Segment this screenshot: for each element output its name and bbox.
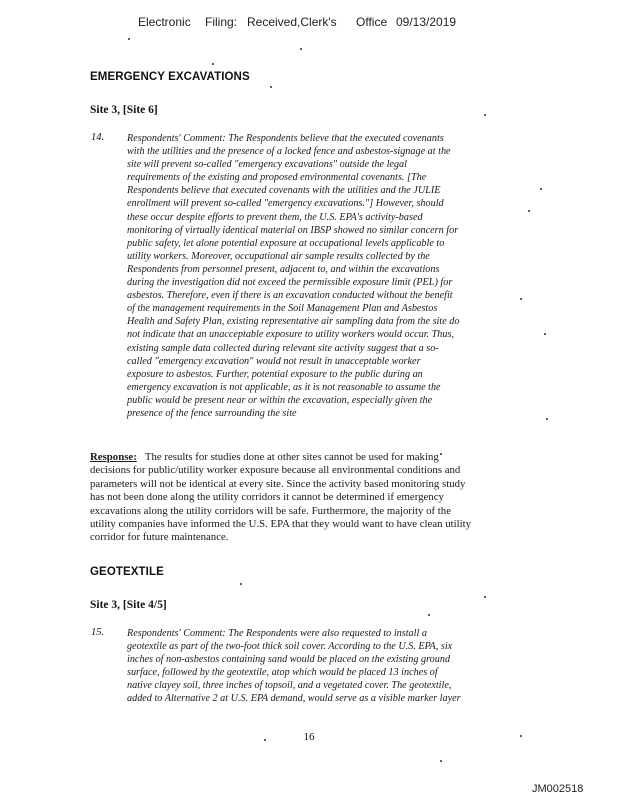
site-label: Site 3, [Site 4/5] [90, 599, 167, 611]
comment-line: not indicate that an unacceptable exposure to utility workers would occur. Thus, [127, 329, 454, 341]
scan-speck [540, 188, 542, 190]
comment-line: public would be present near or within the excavation, especially given the [127, 394, 433, 406]
scan-speck [440, 760, 442, 762]
item-number: 15. [91, 627, 105, 638]
scan-speck [544, 333, 546, 335]
response-label: Response: [90, 451, 137, 463]
comment-line: with the utilities and the presence of a locked fence and asbestos-signage at the [127, 146, 451, 158]
response-line: has not been done along the utility corridors it cannot be determined if emergency [90, 491, 444, 504]
respondents-comment-15 [127, 627, 517, 706]
scan-speck [128, 38, 130, 40]
comment-line: presence of the fence surrounding the site [127, 407, 297, 419]
comment-line: site will prevent so-called "emergency excavations" outside the legal [127, 159, 407, 171]
comment-line: requirements of the existing and proposed environmental covenants. [The [127, 172, 427, 184]
response-paragraph [90, 451, 520, 545]
comment-line: public safety, let alone potential exposure at occupational levels applicable to [127, 237, 445, 249]
section-heading-emergency-excavations: EMERGENCY EXCAVATIONS [90, 71, 250, 83]
header-office: Office [356, 15, 388, 29]
response-line: utility companies have informed the U.S. EPA that they would want to have clean utility [90, 518, 472, 531]
scan-speck [546, 418, 548, 420]
scan-speck [212, 63, 214, 65]
respondents-comment-14 [127, 132, 517, 420]
comment-line: monitoring of virtually identical material on IBSP showed no similar concern for [127, 224, 459, 236]
page-number: 16 [303, 731, 315, 743]
comment-line: emergency excavation is not applicable, as it is not reasonable to assume the [127, 381, 441, 393]
scan-speck [520, 735, 522, 737]
scan-speck [270, 86, 272, 88]
comment-line: enrollment will prevent so-called "emergency excavations."] However, should [127, 198, 444, 210]
scan-speck [520, 298, 522, 300]
scan-speck [440, 453, 442, 455]
scan-speck [300, 48, 302, 50]
comment-line: called "emergency excavation" would not result in unacceptable worker [127, 355, 421, 367]
comment-line: exposure to asbestos. Further, potential exposure to the public during an [127, 368, 423, 380]
bates-number: JM002518 [532, 783, 584, 795]
comment-line: Respondents from personnel present, adjacent to, and within the excavations [127, 263, 440, 275]
comment-line: Respondents' Comment: The Respondents were also requested to install a [127, 628, 427, 639]
comment-line: during the investigation did not exceed the permissible exposure limit (PEL) for [127, 277, 453, 289]
scan-speck [484, 114, 486, 116]
scan-speck [240, 583, 242, 585]
scan-speck [428, 614, 430, 616]
response-line: excavations along the utility corridors will be safe. Furthermore, the majority of the [90, 504, 451, 517]
comment-line: Respondents believe that executed covenants with the utilities and the JULIE [127, 185, 441, 197]
comment-line: geotextile as part of the two-foot thick soil cover. According to the U.S. EPA, six [127, 641, 453, 653]
response-line: The results for studies done at other sites cannot be used for making [144, 451, 439, 463]
comment-line: existing sample data collected during relevant site activity suggest that a so- [127, 342, 439, 354]
comment-line: these occur despite efforts to prevent them, the U.S. EPA's activity-based [127, 211, 423, 223]
scan-speck [264, 739, 266, 741]
comment-line: utility workers. Moreover, occupational air sample results collected by the [127, 250, 430, 262]
response-line: parameters will not be identical at every site. Since the activity based monitoring study [90, 477, 466, 490]
comment-line: surface, followed by the geotextile, atop which would be placed 13 inches of [127, 667, 438, 679]
header-filing: Filing: [205, 15, 238, 29]
header-electronic: Electronic [138, 15, 191, 29]
site-label: Site 3, [Site 6] [90, 104, 158, 116]
comment-line: Health and Safety Plan, existing representative air sampling data from the site do [127, 316, 460, 328]
comment-line: inches of non-asbestos containing sand would be placed on the existing ground [127, 654, 451, 666]
comment-line: Respondents' Comment: The Respondents believe that the executed covenants [127, 133, 444, 144]
scan-speck [484, 596, 486, 598]
response-line: corridor for future maintenance. [90, 531, 229, 544]
response-line: decisions for public/utility worker exposure because all environmental conditions and [90, 464, 461, 477]
section-heading-geotextile: GEOTEXTILE [90, 566, 164, 578]
header-received: Received,Clerk's [247, 15, 337, 29]
scan-speck [528, 210, 530, 212]
comment-line: of the management requirements in the Soil Management Plan and Asbestos [127, 303, 438, 315]
comment-line: asbestos. Therefore, even if there is an excavation conducted without the benefit [127, 290, 453, 302]
header-date: 09/13/2019 [396, 15, 457, 29]
comment-line: native clayey soil, three inches of topsoil, and a vegetated cover. The geotextile, [127, 680, 452, 692]
comment-line: added to Alternative 2 at U.S. EPA demand, would serve as a visible marker layer [127, 693, 461, 705]
item-number: 14. [91, 132, 105, 143]
